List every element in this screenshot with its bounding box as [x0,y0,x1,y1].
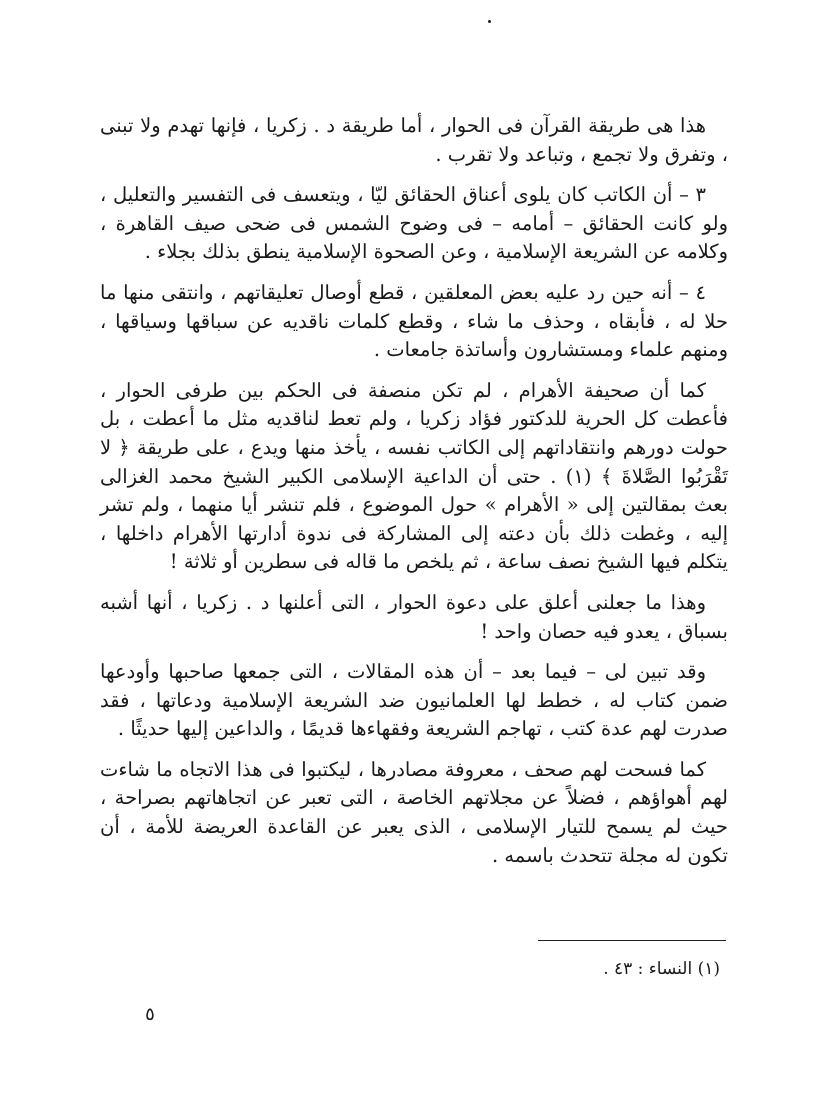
footnote: (١) النساء : ٤٣ . [603,959,720,979]
page-top-mark [488,20,491,23]
body-text [100,112,728,882]
paragraph: وهذا ما جعلنى أعلق على دعوة الحوار ، التى أعلنها د . زكريا ، أنها أشبه بسباق ، يعدو فيه حصان واحد ! [100,590,728,643]
paragraph: كما فسحت لهم صحف ، معروفة مصادرها ، ليكتبوا فى هذا الاتجاه ما شاءت لهم أهواؤهم ، فضلاً عن مجلاتهم الخاصة ، التى تعبر عن اتجاهاتهم بصراحة ، حيث لم يسمح للتيار الإسلامى ، الذى يعبر عن القاعدة العريضة للأمة ، أن تكون له مجلة تتحدث باسمه . [100,757,728,867]
paragraph: ٤ – أنه حين رد عليه بعض المعلقين ، قطع أوصال تعليقاتهم ، وانتقى منها ما حلا له ، فأبقاه ، وحذف ما شاء ، وقطع كلمات ناقديه عن سباقها وسياقها ، ومنهم علماء ومستشارون وأساتذة جامعات . [100,280,728,362]
paragraph: هذا هى طريقة القرآن فى الحوار ، أما طريقة د . زكريا ، فإنها تهدم ولا تبنى ، وتفرق ولا تجمع ، وتباعد ولا تقرب . [100,114,728,166]
paragraph: ٣ – أن الكاتب كان يلوى أعناق الحقائق ليّا ، ويتعسف فى التفسير والتعليل ، ولو كانت الحقائق – أمامه – فى وضوح الشمس فى ضحى صيف القاهرة ، وكلامه عن الشريعة الإسلامية ، وعن الصحوة الإسلامية ينطق بذلك بجلاء . [100,183,728,264]
paragraph: كما أن صحيفة الأهرام ، لم تكن منصفة فى الحكم بين طرفى الحوار ، فأعطت كل الحرية للدكتور فؤاد زكريا ، ولم تعط لناقديه مثل ما أعطت ، بل حولت دورهم وانتقاداتهم إلى الكاتب نفسه ، يأخذ منها ويدع ، على طريقة ﴿ لا تَقْرَبُوا الصَّلاةَ ﴾ (١) . حتى أن الداعية الإسلامى الكبير الشيخ محمد الغزالى بعث بمقالتين إلى « الأهرام » حول الموضوع ، فلم تنشر أيا منهما ، ولم تشر إليه ، وغطت ذلك بأن دعته إلى المشاركة فى ندوة أدارتها الأهرام داخلها ، يتكلم فيها الشيخ نصف ساعة ، ثم يلخص ما قاله فى سطرين أو ثلاثة ! [100,378,728,574]
page-number: ٥ [145,1004,155,1025]
paragraph: وقد تبين لى – فيما بعد – أن هذه المقالات ، التى جمعها صاحبها وأودعها ضمن كتاب له ، خطط لها العلمانيون ضد الشريعة الإسلامية ودعاتها ، فقد صدرت لهم عدة كتب ، تهاجم الشريعة وفقهاءها قديمًا ، والداعين إليها حديثًا . [100,660,728,741]
footnote-separator [538,940,726,941]
